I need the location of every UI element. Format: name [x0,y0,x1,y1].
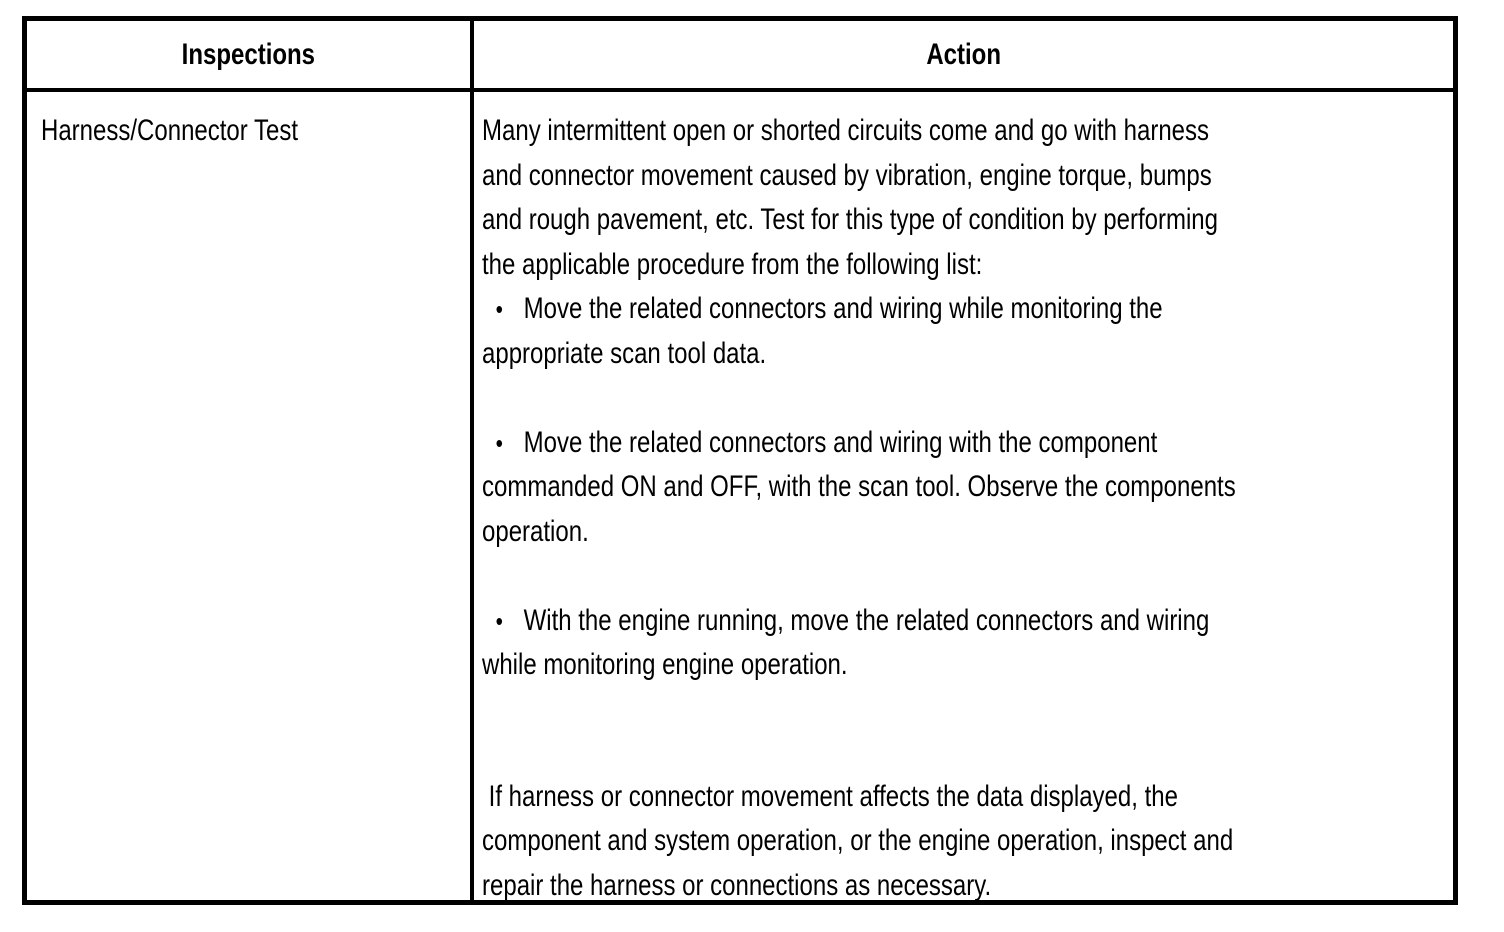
action-bullet-line: • Move the related connectors and wiring with the component [482,421,1254,466]
action-bullet-line: • With the engine running, move the related connectors and wiring [482,599,1254,644]
action-text-line: Many intermittent open or shorted circuits come and go with harness [482,114,1210,147]
action-text-line: and connector movement caused by vibration, engine torque, bumps [482,158,1212,192]
action-bullet-line: • Move the related connectors and wiring while monitoring the [482,287,1254,332]
bullet-icon: • [495,427,503,458]
bullet-icon: • [495,605,503,636]
action-text-line: If harness or connector movement affects the data displayed, the [482,779,1178,813]
inspection-cell [27,92,474,900]
action-text-line: and rough pavement, etc. Test for this type of condition by performing [482,203,1218,236]
column-header-action [474,21,1453,88]
inspections-header-label: Inspections [181,37,316,71]
bullet-icon: • [495,294,503,324]
action-text-line: the applicable procedure from the following list: [482,247,983,281]
action-header-label: Action [926,37,1001,71]
action-bullet-line: appropriate scan tool data. [482,336,767,370]
action-bullet-line: operation. [482,514,589,548]
action-bullet-line: commanded ON and OFF, with the scan tool. Observe the components [482,470,1236,503]
action-text-line: component and system operation, or the engine operation, inspect and [482,824,1234,857]
table-row [27,92,1453,900]
inspection-label: Harness/Connector Test [41,114,299,147]
table-header-row [27,21,1453,92]
action-bullet-line: while monitoring engine operation. [482,648,848,681]
column-header-inspections [27,21,474,88]
action-cell [474,92,1453,900]
action-text-line: repair the harness or connections as necessary. [482,868,992,902]
inspection-action-table [22,16,1458,905]
